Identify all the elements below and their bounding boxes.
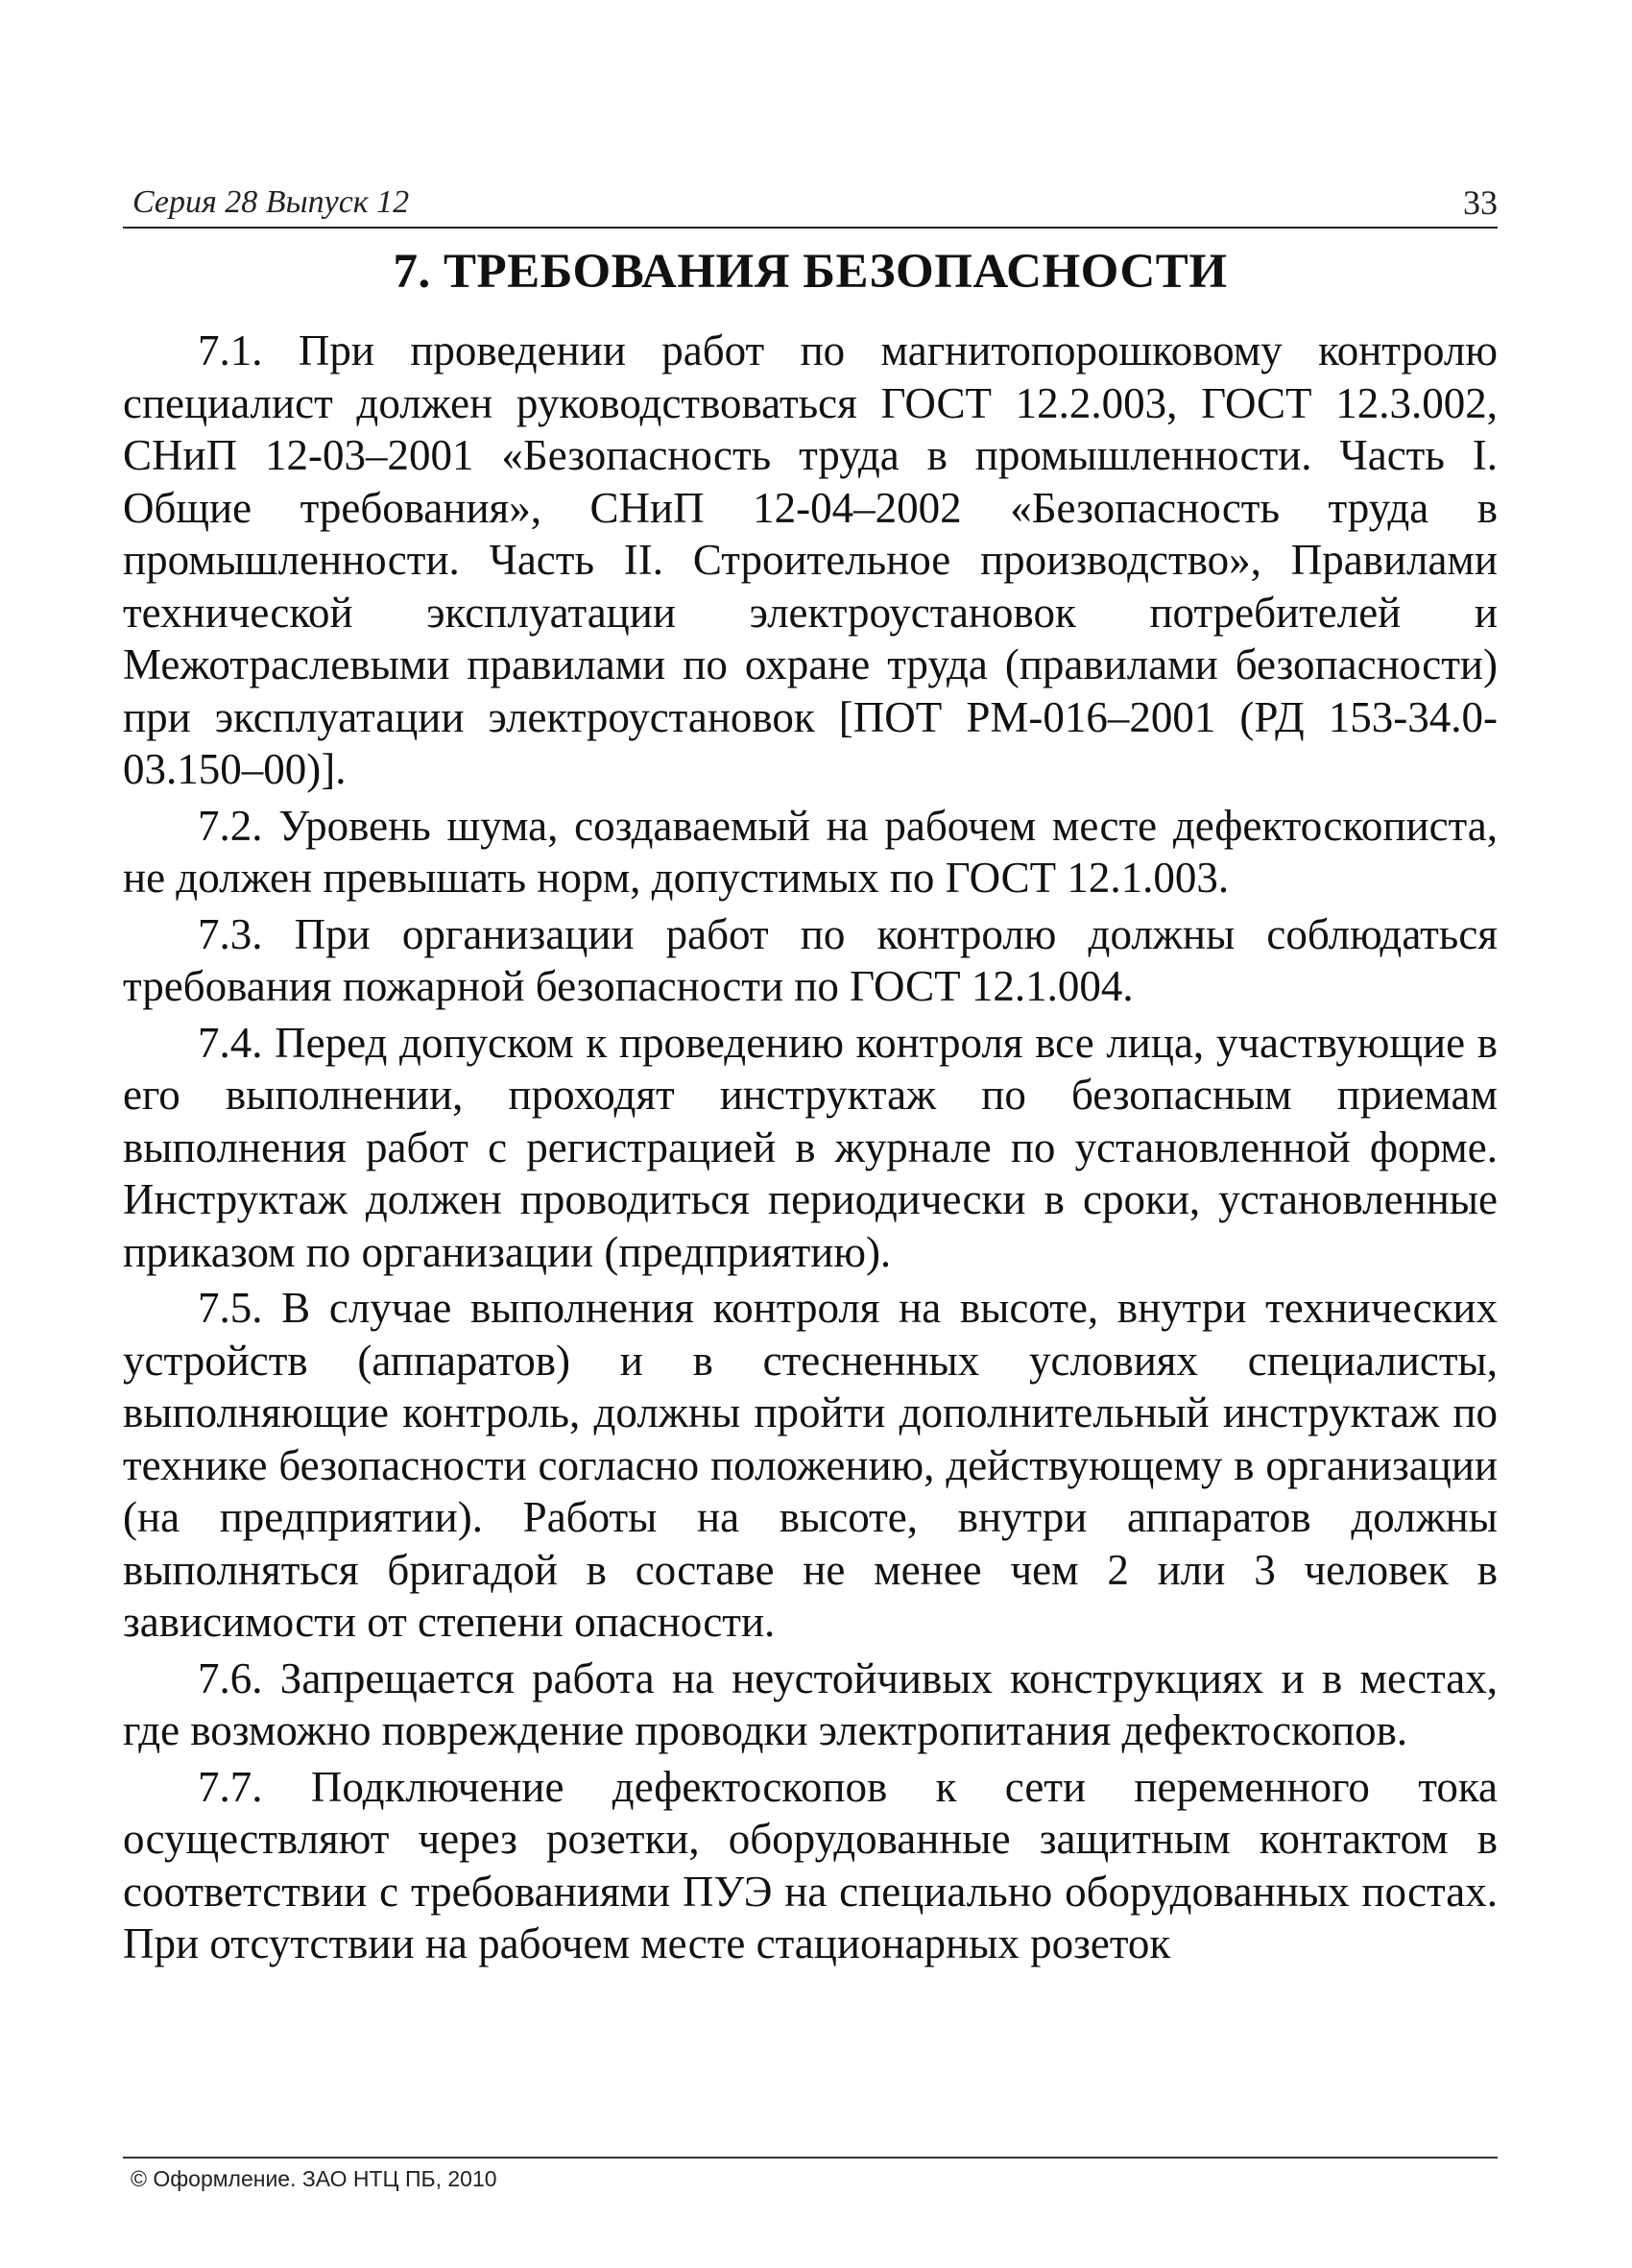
paragraph-7-7: 7.7. Подключение дефектоскопов к сети переменного тока осуществляют через розетки, оборудованные защитным контактом в соответствии с требованиями ПУЭ на специально оборудованных постах. При отсутствии на рабочем месте стационарных розеток bbox=[123, 1762, 1498, 1967]
body-text bbox=[123, 325, 1498, 1970]
section-title: 7. ТРЕБОВАНИЯ БЕЗОПАСНОСТИ bbox=[393, 245, 1228, 299]
copyright-notice: © Оформление. ЗАО НТЦ ПБ, 2010 bbox=[131, 2166, 497, 2191]
running-header bbox=[123, 171, 1498, 229]
paragraph-7-3: 7.3. При организации работ по контролю должны соблюдаться требования пожарной безопасности по ГОСТ 12.1.004. bbox=[123, 909, 1498, 1010]
page-number: 33 bbox=[1463, 183, 1498, 222]
paragraph-7-4: 7.4. Перед допуском к проведению контроля все лица, участвующие в его выполнении, проходят инструктаж по безопасным приемам выполнения работ с регистрацией в журнале по установленной форме. Инструктаж должен проводиться периодически в сроки, установленные приказом по организации (предприятию). bbox=[123, 1018, 1498, 1276]
paragraph-7-2: 7.2. Уровень шума, создаваемый на рабочем месте дефектоскописта, не должен превышать норм, допустимых по ГОСТ 12.1.003. bbox=[123, 801, 1498, 902]
paragraph-7-6: 7.6. Запрещается работа на неустойчивых конструкциях и в местах, где возможно повреждение проводки электропитания дефектоскопов. bbox=[123, 1653, 1498, 1754]
paragraph-7-1: 7.1. При проведении работ по магнитопорошковому контролю специалист должен руководствоваться ГОСТ 12.2.003, ГОСТ 12.3.002, СНиП 12-03–2001 «Безопасность труда в промышленности. Часть I. Общие требования», СНиП 12-04–2002 «Безопасность труда в промышленности. Часть II. Строительное производство», Правилами технической эксплуатации электроустановок потребителей и Межотраслевыми правилами по охране труда (правилами безопасности) при эксплуатации электроустановок [ПОТ РМ-016–2001 (РД 153-34.0-03.150–00)]. bbox=[123, 326, 1498, 793]
series-label: Серия 28 Выпуск 12 bbox=[132, 184, 410, 220]
paragraph-7-5: 7.5. В случае выполнения контроля на высоте, внутри технических устройств (аппаратов) и в стесненных условиях специалисты, выполняющие контроль, должны пройти дополнительный инструктаж по технике безопасности согласно положению, действующему в организации (на предприятии). Работы на высоте, внутри аппаратов должны выполняться бригадой в составе не менее чем 2 или 3 человек в зависимости от степени опасности. bbox=[123, 1284, 1498, 1646]
document-page bbox=[123, 171, 1498, 2216]
page-footer bbox=[123, 2157, 1498, 2192]
